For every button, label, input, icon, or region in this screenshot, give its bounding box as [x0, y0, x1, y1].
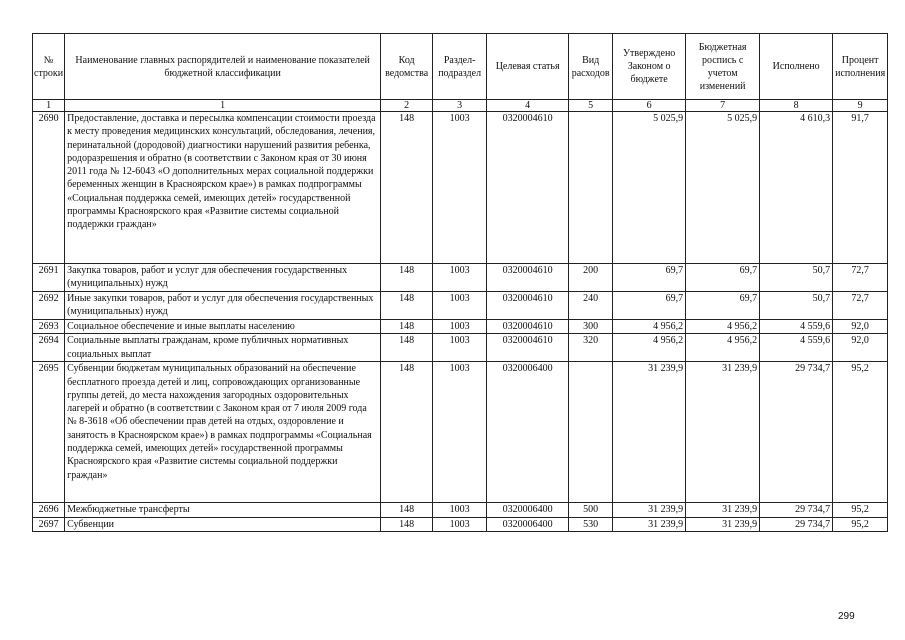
row-dept: 148 [381, 334, 433, 362]
column-number: 1 [65, 100, 381, 112]
row-schedule: 5 025,9 [686, 112, 760, 264]
header-approved: Утверждено Законом о бюджете [613, 34, 686, 100]
row-approved: 5 025,9 [613, 112, 686, 264]
row-exp-type: 320 [569, 334, 613, 362]
row-approved: 31 239,9 [613, 362, 686, 503]
header-target-article: Целевая статья [487, 34, 569, 100]
column-number: 2 [381, 100, 433, 112]
row-section: 1003 [433, 517, 487, 531]
column-number: 1 [33, 100, 65, 112]
column-number-row [33, 100, 888, 112]
table-row [33, 362, 888, 503]
row-name: Межбюджетные трансферты [65, 503, 381, 517]
table-row [33, 503, 888, 517]
column-number: 3 [433, 100, 487, 112]
header-name: Наименование главных распорядителей и наименование показателей бюджетной классификации [65, 34, 381, 100]
row-dept: 148 [381, 320, 433, 334]
row-executed: 50,7 [760, 292, 833, 320]
row-exp-type: 240 [569, 292, 613, 320]
column-number: 8 [760, 100, 833, 112]
row-dept: 148 [381, 362, 433, 503]
column-number: 5 [569, 100, 613, 112]
row-section: 1003 [433, 362, 487, 503]
table-row [33, 112, 888, 264]
row-executed: 4 610,3 [760, 112, 833, 264]
row-dept: 148 [381, 112, 433, 264]
table-row [33, 264, 888, 292]
header-schedule: Бюджетная роспись с учетом изменений [686, 34, 760, 100]
budget-table [32, 33, 888, 532]
row-target: 0320004610 [487, 334, 569, 362]
row-dept: 148 [381, 264, 433, 292]
row-number: 2696 [33, 503, 65, 517]
row-schedule: 31 239,9 [686, 517, 760, 531]
table-row [33, 320, 888, 334]
row-dept: 148 [381, 292, 433, 320]
row-approved: 69,7 [613, 292, 686, 320]
row-section: 1003 [433, 292, 487, 320]
row-approved: 4 956,2 [613, 334, 686, 362]
header-section: Раздел-подраздел [433, 34, 487, 100]
row-exp-type: 500 [569, 503, 613, 517]
row-percent: 95,2 [833, 517, 888, 531]
header-row-number: № строки [33, 34, 65, 100]
row-executed: 29 734,7 [760, 517, 833, 531]
row-approved: 31 239,9 [613, 517, 686, 531]
row-exp-type: 530 [569, 517, 613, 531]
header-percent: Процент исполнения [833, 34, 888, 100]
row-exp-type: 200 [569, 264, 613, 292]
row-target: 0320006400 [487, 362, 569, 503]
row-executed: 29 734,7 [760, 503, 833, 517]
row-target: 0320004610 [487, 292, 569, 320]
row-number: 2693 [33, 320, 65, 334]
table-row [33, 517, 888, 531]
row-section: 1003 [433, 320, 487, 334]
column-number: 7 [686, 100, 760, 112]
row-exp-type [569, 112, 613, 264]
row-schedule: 4 956,2 [686, 334, 760, 362]
row-schedule: 69,7 [686, 264, 760, 292]
row-number: 2690 [33, 112, 65, 264]
header-executed: Исполнено [760, 34, 833, 100]
row-name: Закупка товаров, работ и услуг для обеспечения государственных (муниципальных) нужд [65, 264, 381, 292]
column-number: 6 [613, 100, 686, 112]
row-number: 2691 [33, 264, 65, 292]
row-target: 0320004610 [487, 112, 569, 264]
row-number: 2697 [33, 517, 65, 531]
row-name: Иные закупки товаров, работ и услуг для обеспечения государственных (муниципальных) нужд [65, 292, 381, 320]
row-name: Социальные выплаты гражданам, кроме публичных нормативных социальных выплат [65, 334, 381, 362]
row-percent: 72,7 [833, 264, 888, 292]
row-percent: 72,7 [833, 292, 888, 320]
header-dept-code: Код ведомства [381, 34, 433, 100]
header-expense-type: Вид расходов [569, 34, 613, 100]
row-section: 1003 [433, 264, 487, 292]
row-number: 2695 [33, 362, 65, 503]
row-percent: 95,2 [833, 503, 888, 517]
row-executed: 29 734,7 [760, 362, 833, 503]
row-target: 0320004610 [487, 320, 569, 334]
row-percent: 95,2 [833, 362, 888, 503]
row-approved: 69,7 [613, 264, 686, 292]
column-number: 9 [833, 100, 888, 112]
row-name: Предоставление, доставка и пересылка компенсации стоимости проезда к месту проведения медицинских консультаций, обследования, лечения, перинатальной (дородовой) диагностики нарушений развития ребенка, родоразрешения и обратно (в соответствии с Законом края от 30 июня 2011 года № 12-6043 «О дополнительных мерах социальной поддержки беременных женщин в Красноярском крае») в рамках подпрограммы «Социальная поддержка семей, имеющих детей» государственной программы Красноярского края «Развитие системы социальной поддержки граждан» [65, 112, 381, 264]
row-name: Социальное обеспечение и иные выплаты населению [65, 320, 381, 334]
row-section: 1003 [433, 334, 487, 362]
row-dept: 148 [381, 517, 433, 531]
column-number: 4 [487, 100, 569, 112]
table-row [33, 334, 888, 362]
row-executed: 4 559,6 [760, 320, 833, 334]
row-name: Субвенции [65, 517, 381, 531]
header-row [33, 34, 888, 100]
row-section: 1003 [433, 112, 487, 264]
row-exp-type [569, 362, 613, 503]
row-percent: 92,0 [833, 320, 888, 334]
row-schedule: 31 239,9 [686, 362, 760, 503]
row-exp-type: 300 [569, 320, 613, 334]
row-dept: 148 [381, 503, 433, 517]
row-target: 0320006400 [487, 517, 569, 531]
row-percent: 92,0 [833, 334, 888, 362]
table-row [33, 292, 888, 320]
row-approved: 4 956,2 [613, 320, 686, 334]
page-number: 299 [838, 611, 855, 622]
row-executed: 50,7 [760, 264, 833, 292]
row-name: Субвенции бюджетам муниципальных образований на обеспечение бесплатного проезда детей и лиц, сопровождающих организованные группы детей, до места нахождения загородных оздоровительных лагерей и обратно (в соответствии с Законом края от 7 июля 2009 года № 8-3618 «Об обеспечении прав детей на отдых, оздоровление и занятость в Красноярском крае») в рамках подпрограммы «Социальная поддержка семей, имеющих детей» государственной программы Красноярского края «Развитие системы социальной поддержки граждан» [65, 362, 381, 503]
row-schedule: 69,7 [686, 292, 760, 320]
row-executed: 4 559,6 [760, 334, 833, 362]
row-target: 0320006400 [487, 503, 569, 517]
row-approved: 31 239,9 [613, 503, 686, 517]
row-number: 2694 [33, 334, 65, 362]
row-schedule: 4 956,2 [686, 320, 760, 334]
row-percent: 91,7 [833, 112, 888, 264]
row-target: 0320004610 [487, 264, 569, 292]
row-section: 1003 [433, 503, 487, 517]
row-schedule: 31 239,9 [686, 503, 760, 517]
row-number: 2692 [33, 292, 65, 320]
